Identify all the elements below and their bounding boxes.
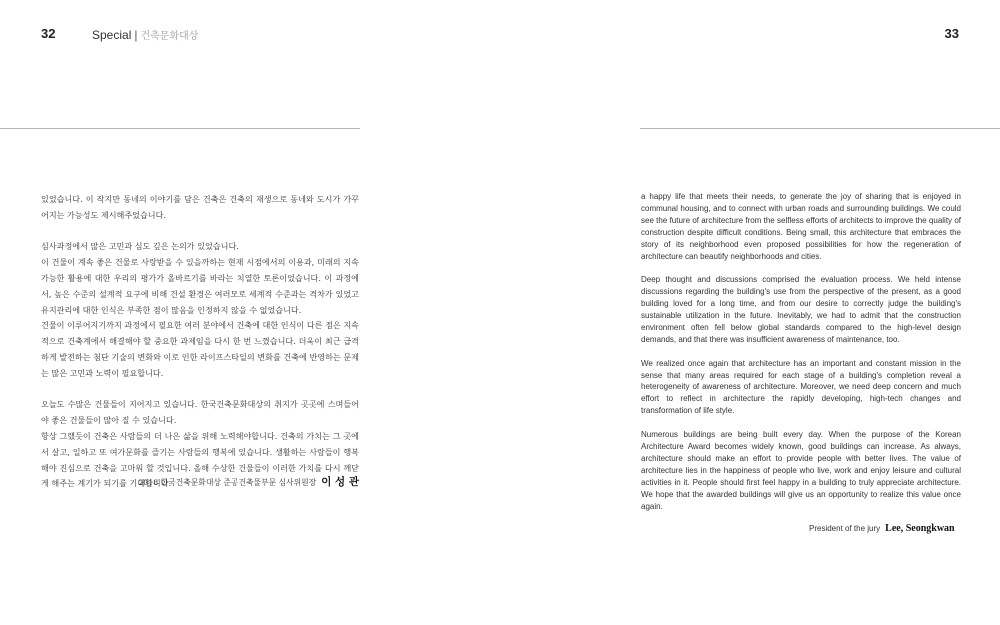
section-title: Special xyxy=(92,28,132,42)
korean-signature-title: 2018 한국건축문화대상 준공건축물부문 심사위원장 xyxy=(138,478,317,487)
english-paragraph: a happy life that meets their needs, to generate the joy of sharing that is enjoyed in communal housing, and to connect with urban roads and surrounding buildings. We could see the future of architecture from the selfless efforts of architects to improve the quality of construction despite difficult conditions. Being small, this architecture that embraces the story of its neighborhood even proposed possibilities for how the regeneration of architecture can beautify neighborhoods and cities. xyxy=(641,192,961,261)
section-header xyxy=(92,27,198,42)
right-header-rule xyxy=(640,128,1000,129)
english-paragraph: Deep thought and discussions comprised the evaluation process. We held intense discussions regarding the building's use from the perspective of the present, as a good building loved for a long time, and from our desire to correctly judge the building's sustainable utilization in the future. Inevitably, we had to admit that the construction environment often fell below global standards compared to the high-level design demands, and that there was insufficient awareness of maintenance, too. xyxy=(641,275,961,344)
english-paragraph: Numerous buildings are being built every day. When the purpose of the Korean Architecture Award becomes widely known, good buildings can increase. As always, architecture should make an effort to provide people with better lives. The value of architecture lies in the happiness of people who live, work and enjoy leisure and cultural activities in it. People should first feel happy in a building to truly appreciate architecture. We hope that the awarded buildings will give us an opportunity to realize this value once again. xyxy=(641,430,961,511)
korean-paragraph: 있었습니다. 이 작지만 동네의 이야기를 담은 건축은 건축의 재생으로 동네와 도시가 가꾸어지는 가능성도 제시해주었습니다. xyxy=(41,194,359,220)
korean-body-text xyxy=(41,192,359,508)
english-signature-name: Lee, Seongkwan xyxy=(885,523,955,534)
english-paragraph: We realized once again that architecture has an important and constant mission in the sense that many areas required for each stage of a building's completion reveal a heterogeneity of awareness of architecture. Moreover, we need deep concern and much effort to reflect in architecture the rapidly developing, high-tech changes and transformation of life style. xyxy=(641,358,961,416)
right-page-number: 33 xyxy=(944,26,959,41)
korean-signature-name: 이 성 관 xyxy=(321,476,359,488)
english-body-text xyxy=(641,191,961,524)
korean-paragraph: 심사과정에서 많은 고민과 심도 깊은 논의가 있었습니다. 이 건물이 계속 좋은 건물로 사랑받을 수 있을까하는 현재 시점에서의 이용과, 미래의 지속가능한 활용에 대한 우리의 평가가 올바르기를 바라는 치열한 토론이었습니다. 이 과정에서, 높은 수준의 설계적 요구에 비해 건설 환경은 여러모로 세계적 수준과는 격차가 있었고 유지관리에 대한 인식은 부족한 점이 많음을 인정하지 않을 수 없었습니다. 건물이 이루어지기까지 과정에서 필요한 여러 분야에서 건축에 대한 인식이 다른 점은 지속적으로 건축계에서 해결해야 할 중요한 과제임을 다시 한 번 느꼈습니다. 더욱이 최근 급격하게 발전하는 첨단 기술의 변화와 이로 인한 라이프스타일의 변화를 건축에 반영하는 문제는 많은 고민과 노력이 필요합니다. xyxy=(41,241,359,378)
left-page-number: 32 xyxy=(41,26,56,41)
left-header-rule xyxy=(0,128,360,129)
section-divider: | xyxy=(134,28,138,42)
english-signature xyxy=(809,523,955,534)
korean-paragraph: 오늘도 수많은 건물들이 지어지고 있습니다. 한국건축문화대상의 취지가 곳곳에 스며들어야 좋은 건물들이 많아 질 수 있습니다. 항상 그랬듯이 건축은 사람들의 더 나은 삶을 위해 노력해야합니다. 건축의 가치는 그 곳에서 살고, 일하고 또 여가문화를 즐기는 사람들의 행복에 있습니다. 생활하는 사람들이 행복해야 진심으로 건축을 고마워 할 것입니다. 올해 수상한 건물들이 이러한 가치를 다시 깨닫게 해주는 계기가 되기를 기대합니다. xyxy=(41,399,359,489)
english-signature-title: President of the jury xyxy=(809,524,881,533)
korean-signature xyxy=(138,474,359,489)
section-subtitle: 건축문화대상 xyxy=(140,31,199,42)
